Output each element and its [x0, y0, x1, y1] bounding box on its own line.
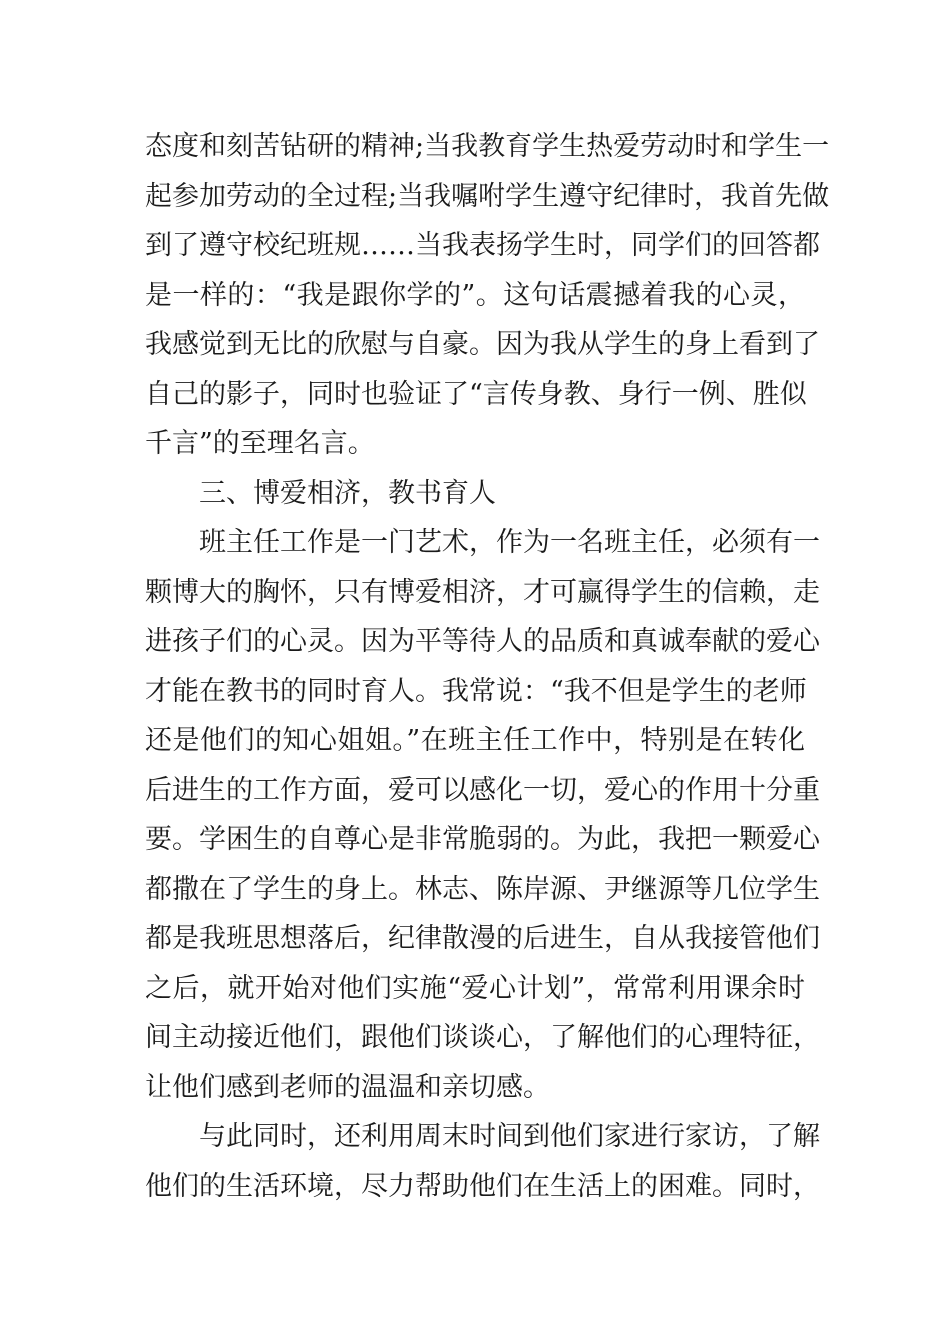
text-line: 我感觉到无比的欣慰与自豪。因为我从学生的身上看到了 — [145, 329, 820, 360]
body-text — [145, 122, 830, 1211]
text-line: 班主任工作是一门艺术，作为一名班主任，必须有一 — [199, 527, 820, 558]
text-line: 进孩子们的心灵。因为平等待人的品质和真诚奉献的爱心 — [145, 626, 820, 657]
text-line: 才能在教书的同时育人。我常说：“我不但是学生的老师 — [145, 675, 807, 707]
text-line: 后进生的工作方面，爱可以感化一切，爱心的作用十分重 — [145, 774, 820, 806]
text-line: 要。学困生的自尊心是非常脆弱的。为此，我把一颗爱心 — [145, 824, 820, 855]
text-line: 是一样的：“我是跟你学的”。这句话震撼着我的心灵， — [145, 279, 805, 311]
text-line: 还是他们的知心姐姐。”在班主任工作中，特别是在转化 — [145, 725, 805, 756]
text-line: 到了遵守校纪班规……当我表扬学生时，同学们的回答都 — [145, 230, 820, 261]
section-heading: 三、博爱相济，教书育人 — [199, 477, 496, 509]
text-line: 让他们感到老师的温温和亲切感。 — [145, 1071, 550, 1103]
text-line: 自己的影子，同时也验证了“言传身教、身行一例、胜似 — [145, 378, 807, 410]
text-line: 间主动接近他们，跟他们谈谈心，了解他们的心理特征， — [145, 1022, 820, 1053]
text-line: 千言”的至理名言。 — [145, 428, 375, 459]
text-line: 颗博大的胸怀，只有博爱相济，才可赢得学生的信赖，走 — [145, 576, 820, 608]
text-line: 与此同时，还利用周末时间到他们家进行家访，了解 — [199, 1121, 820, 1152]
text-line: 态度和刻苦钻研的精神;当我教育学生热爱劳动时和学生一 — [145, 131, 830, 162]
text-line: 起参加劳动的全过程;当我嘱咐学生遵守纪律时，我首先做 — [145, 180, 830, 212]
text-line: 之后，就开始对他们实施“爱心计划”，常常利用课余时 — [145, 972, 805, 1004]
text-line: 都是我班思想落后，纪律散漫的后进生，自从我接管他们 — [145, 923, 820, 954]
text-line: 都撒在了学生的身上。林志、陈岸源、尹继源等几位学生 — [145, 873, 820, 905]
text-line: 他们的生活环境，尽力帮助他们在生活上的困难。同时， — [145, 1170, 820, 1202]
